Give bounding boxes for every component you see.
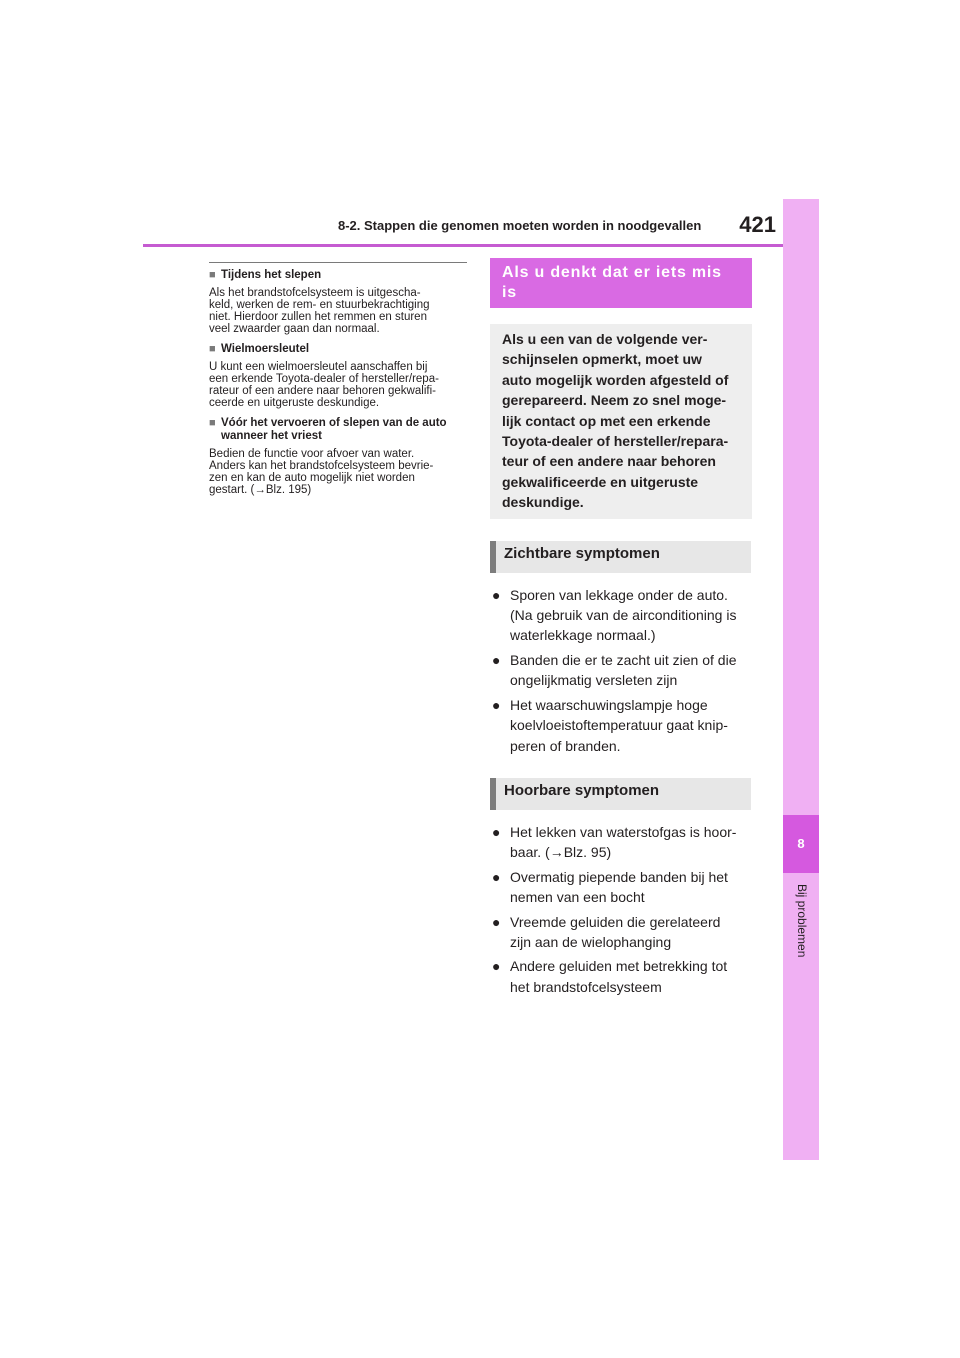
- list-item: [490, 695, 752, 756]
- audible-symptoms-heading: Hoorbare symptomen: [490, 778, 751, 810]
- list-item-line: ongelijkmatig versleten zijn: [510, 672, 678, 689]
- body-line: Anders kan het brandstofcelsysteem bevrie-: [209, 460, 434, 472]
- list-item: [490, 650, 752, 691]
- visible-symptoms-list: [490, 585, 752, 756]
- square-marker-icon: ■: [209, 417, 216, 429]
- body-line: veel zwaarder gaan dan normaal.: [209, 323, 380, 335]
- body-line: U kunt een wielmoersleutel aanschaffen bij: [209, 361, 428, 373]
- section-body-towing: [209, 287, 469, 335]
- bullet-icon: ●: [492, 913, 501, 930]
- right-column: [490, 258, 752, 1001]
- body-line: ceerde en uitgeruste deskundige.: [209, 397, 380, 409]
- list-item-line: koelvloeistoftemperatuur gaat knip-: [510, 717, 728, 734]
- body-line: een erkende Toyota-dealer of hersteller/repa-: [209, 373, 439, 385]
- section-heading-text: Tijdens het slepen: [221, 269, 322, 281]
- section-heading-text: Vóór het vervoeren of slepen van de auto wanneer het vriest: [221, 417, 447, 442]
- intro-box: [490, 324, 752, 519]
- list-item-line: Het lekken van waterstofgas is hoor-: [510, 823, 737, 840]
- bullet-icon: ●: [492, 651, 501, 668]
- list-item-line: (Na gebruik van de airconditioning is: [510, 607, 737, 624]
- list-item-line: nemen van een bocht: [510, 889, 645, 906]
- section-heading-wrench: [209, 343, 469, 356]
- body-line: rateur of een andere naar behoren gekwalifi-: [209, 385, 436, 397]
- bullet-icon: ●: [492, 586, 501, 603]
- body-line: zen en kan de auto mogelijk niet worden: [209, 472, 415, 484]
- body-line: niet. Hierdoor zullen het remmen en sturen: [209, 311, 427, 323]
- list-item-line: Sporen van lekkage onder de auto.: [510, 586, 728, 603]
- list-item: [490, 956, 752, 997]
- section-body-wrench: [209, 361, 469, 409]
- body-line: gestart. (→Blz. 195): [209, 484, 312, 496]
- intro-line: auto mogelijk worden afgesteld of: [502, 371, 729, 388]
- list-item-line: baar. (→Blz. 95): [510, 844, 612, 861]
- square-marker-icon: ■: [209, 343, 216, 355]
- bullet-icon: ●: [492, 696, 501, 713]
- intro-line: schijnselen opmerkt, moet uw: [502, 351, 702, 368]
- left-column-divider: [209, 262, 467, 263]
- list-item-line: het brandstofcelsysteem: [510, 978, 662, 995]
- intro-line: gerepareerd. Neem zo snel moge-: [502, 392, 727, 409]
- list-item: [490, 822, 752, 863]
- body-line: Als het brandstofcelsysteem is uitgescha-: [209, 287, 421, 299]
- intro-line: deskundige.: [502, 494, 584, 511]
- bullet-icon: ●: [492, 868, 501, 885]
- bullet-icon: ●: [492, 823, 501, 840]
- chapter-side-tab: [783, 199, 819, 1160]
- chapter-section-title: 8-2. Stappen die genomen moeten worden in noodgevallen: [338, 218, 702, 233]
- header-divider: [143, 244, 783, 247]
- chapter-number-tab[interactable]: 8: [783, 815, 819, 873]
- intro-line: lijk contact op met een erkende: [502, 412, 711, 429]
- section-heading-freezing: [209, 417, 469, 443]
- page-number: 421: [739, 212, 776, 237]
- list-item-line: waterlekkage normaal.): [510, 627, 656, 644]
- audible-symptoms-list: [490, 822, 752, 997]
- list-item: [490, 867, 752, 908]
- list-item-line: Banden die er te zacht uit zien of die: [510, 651, 737, 668]
- square-marker-icon: ■: [209, 269, 216, 281]
- main-heading-box: Als u denkt dat er iets mis is: [490, 258, 752, 308]
- list-item-line: peren of branden.: [510, 737, 621, 754]
- intro-line: Als u een van de volgende ver-: [502, 331, 708, 347]
- body-line: keld, werken de rem- en stuurbekrachtiging: [209, 299, 430, 311]
- list-item-line: Andere geluiden met betrekking tot: [510, 958, 728, 975]
- left-column: [209, 262, 469, 504]
- bullet-icon: ●: [492, 958, 501, 975]
- list-item: [490, 912, 752, 953]
- list-item-line: zijn aan de wielophanging: [510, 933, 672, 950]
- intro-line: Toyota-dealer of hersteller/repara-: [502, 433, 729, 450]
- list-item-line: Overmatig piepende banden bij het: [510, 868, 728, 885]
- intro-line: teur of een andere naar behoren: [502, 453, 716, 470]
- list-item-line: Het waarschuwingslampje hoge: [510, 696, 708, 713]
- section-heading-towing: [209, 269, 469, 282]
- section-body-freezing: [209, 448, 469, 496]
- list-item: [490, 585, 752, 646]
- list-item-line: Vreemde geluiden die gerelateerd: [510, 913, 721, 930]
- intro-line: gekwalificeerde en uitgeruste: [502, 473, 699, 490]
- section-heading-text: Wielmoersleutel: [221, 343, 310, 355]
- visible-symptoms-heading: Zichtbare symptomen: [490, 541, 751, 573]
- body-line: Bedien de functie voor afvoer van water.: [209, 448, 415, 460]
- chapter-label: Bij problemen: [795, 884, 809, 958]
